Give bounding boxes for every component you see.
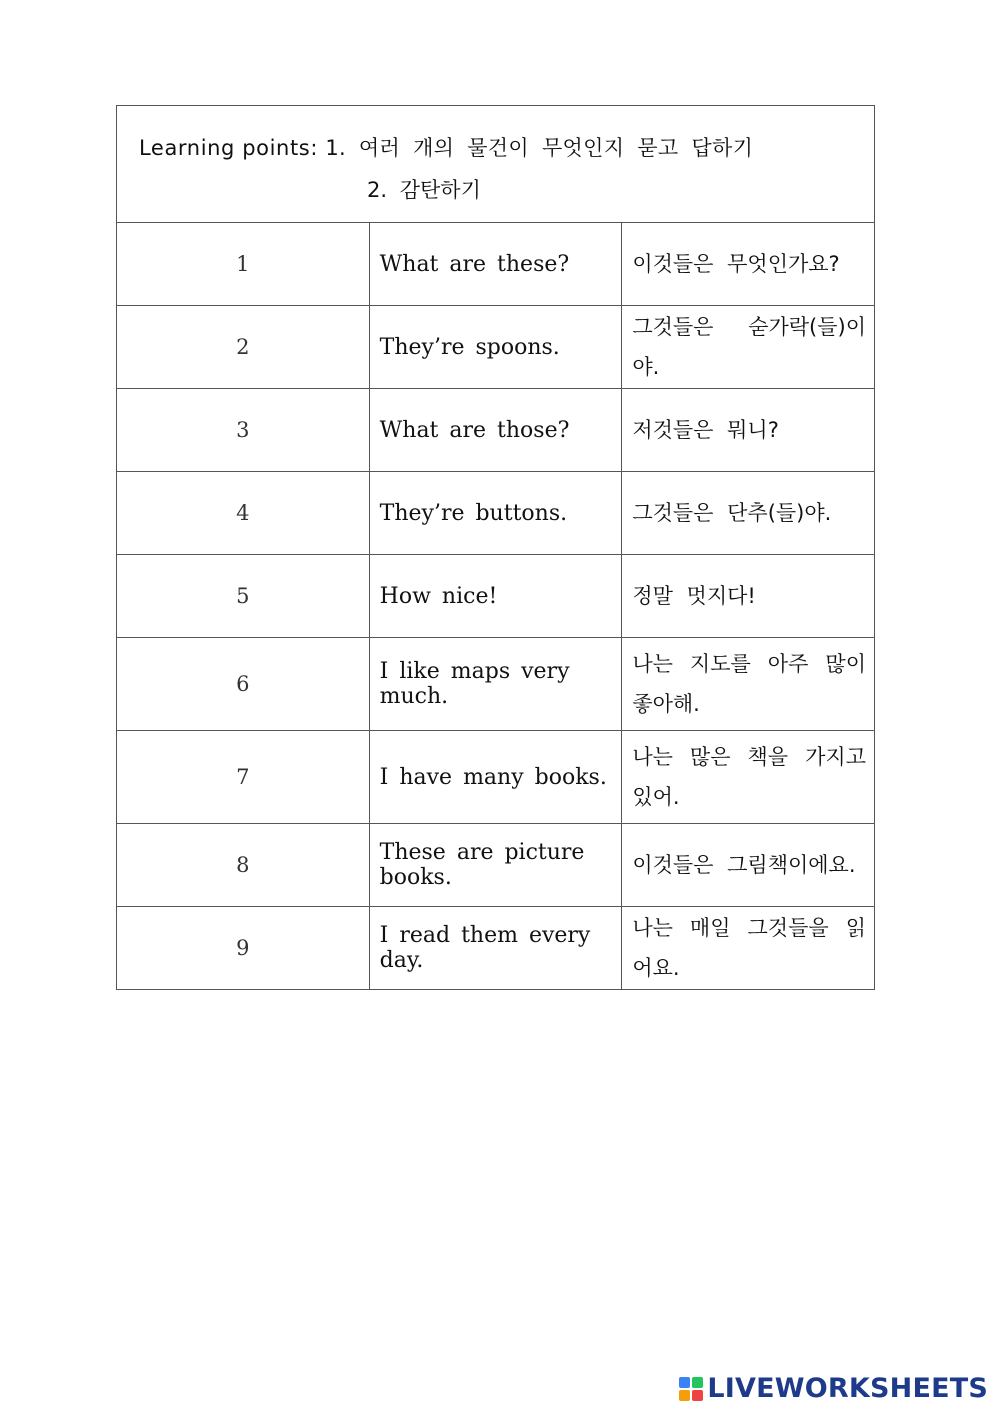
header-row — [117, 106, 875, 223]
learning-table — [116, 105, 875, 990]
brand-name: LIVEWORKSHEETS — [707, 1373, 988, 1404]
korean-translation: 이것들은 무엇인가요? — [622, 223, 875, 306]
table-row — [117, 824, 875, 907]
korean-translation: 나는 매일 그것들을 읽어요. — [622, 907, 875, 990]
table-row — [117, 223, 875, 306]
logo-mark-icon — [679, 1377, 703, 1401]
english-sentence: How nice! — [369, 555, 622, 638]
learning-point-1: 1. 여러 개의 물건이 무엇인지 묻고 답하기 — [325, 136, 754, 160]
row-number: 2 — [117, 306, 370, 389]
korean-translation: 그것들은 단추(들)야. — [622, 472, 875, 555]
table-row — [117, 389, 875, 472]
table-row — [117, 555, 875, 638]
sentence-rows — [117, 223, 875, 990]
row-number: 1 — [117, 223, 370, 306]
english-sentence: I like maps very much. — [369, 638, 622, 731]
learning-points-label: Learning points: — [139, 136, 319, 160]
english-sentence: I read them every day. — [369, 907, 622, 990]
learning-points-cell — [117, 106, 875, 223]
table-row — [117, 907, 875, 990]
korean-translation: 그것들은 숟가락(들)이야. — [622, 306, 875, 389]
learning-point-2: 2. 감탄하기 — [367, 178, 481, 202]
row-number: 6 — [117, 638, 370, 731]
row-number: 8 — [117, 824, 370, 907]
row-number: 9 — [117, 907, 370, 990]
table-row — [117, 731, 875, 824]
korean-translation: 이것들은 그림책이에요. — [622, 824, 875, 907]
table-row — [117, 472, 875, 555]
korean-translation: 나는 지도를 아주 많이 좋아해. — [622, 638, 875, 731]
english-sentence: I have many books. — [369, 731, 622, 824]
english-sentence: They’re spoons. — [369, 306, 622, 389]
english-sentence: What are these? — [369, 223, 622, 306]
korean-translation: 정말 멋지다! — [622, 555, 875, 638]
row-number: 5 — [117, 555, 370, 638]
korean-translation: 저것들은 뭐니? — [622, 389, 875, 472]
learning-points-line-1 — [139, 132, 753, 162]
liveworksheets-logo — [679, 1373, 988, 1404]
english-sentence: These are picture books. — [369, 824, 622, 907]
row-number: 7 — [117, 731, 370, 824]
row-number: 4 — [117, 472, 370, 555]
korean-translation: 나는 많은 책을 가지고 있어. — [622, 731, 875, 824]
english-sentence: They’re buttons. — [369, 472, 622, 555]
table-row — [117, 306, 875, 389]
table-row — [117, 638, 875, 731]
row-number: 3 — [117, 389, 370, 472]
english-sentence: What are those? — [369, 389, 622, 472]
